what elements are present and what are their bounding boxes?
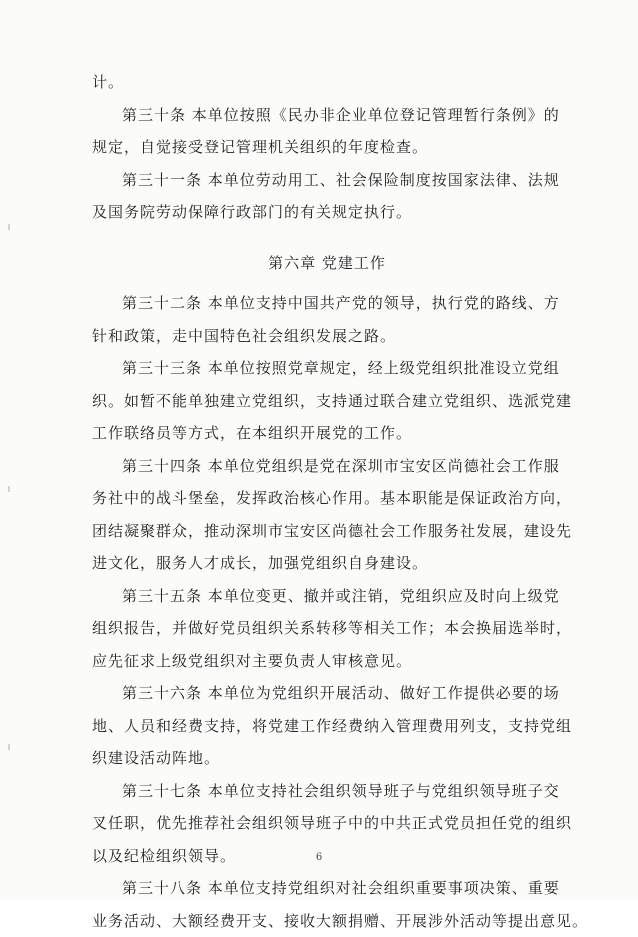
text-line: 工作联络员等方式，在本组织开展党的工作。 [92,417,562,450]
text-line: 团结凝聚群众，推动深圳市宝安区尚德社会工作服务社发展，建设先 [92,515,562,548]
text-line: 以及纪检组织领导。 [92,840,562,873]
text-line: 第三十八条 本单位支持党组织对社会组织重要事项决策、重要 [92,872,562,905]
article-paragraph [92,164,562,229]
scan-edge-mark [8,224,10,230]
article-paragraph [92,677,562,775]
text-line: 第三十条 本单位按照《民办非企业单位登记管理暂行条例》的 [92,99,562,132]
article-list-bottom [92,287,562,937]
text-line: 应先征求上级党组织对主要负责人审核意见。 [92,645,562,678]
text-line: 第三十三条 本单位按照党章规定，经上级党组织批准设立党组 [92,352,562,385]
scan-edge-mark [8,744,10,750]
text-line: 第三十四条 本单位党组织是党在深圳市宝安区尚德社会工作服 [92,450,562,483]
page-number: 6 [0,842,638,875]
article-paragraph [92,580,562,678]
text-line: 务社中的战斗堡垒，发挥政治核心作用。基本职能是保证政治方向， [92,482,562,515]
chapter-title: 第六章 党建工作 [92,247,562,280]
text-line: 第三十六条 本单位为党组织开展活动、做好工作提供必要的场 [92,677,562,710]
article-paragraph [92,66,562,99]
text-line: 第三十七条 本单位支持社会组织领导班子与党组织领导班子交 [92,775,562,808]
text-line: 叉任职，优先推荐社会组织领导班子中的中共正式党员担任党的组织 [92,807,562,840]
article-paragraph [92,450,562,580]
text-line: 第三十二条 本单位支持中国共产党的领导，执行党的路线、方 [92,287,562,320]
text-line: 组织报告，并做好党员组织关系转移等相关工作；本会换届选举时， [92,612,562,645]
text-line: 针和政策，走中国特色社会组织发展之路。 [92,320,562,353]
article-paragraph [92,287,562,352]
article-paragraph [92,352,562,450]
article-paragraph [92,872,562,937]
text-line: 业务活动、大额经费开支、接收大额捐赠、开展涉外活动等提出意见。 [92,905,562,937]
article-paragraph [92,99,562,164]
text-line: 计。 [92,66,562,99]
text-line: 地、人员和经费支持，将党建工作经费纳入管理费用列支，支持党组 [92,710,562,743]
text-line: 及国务院劳动保障行政部门的有关规定执行。 [92,196,562,229]
article-list-top [92,66,562,229]
text-line: 织建设活动阵地。 [92,742,562,775]
text-line: 织。如暂不能单独建立党组织，支持通过联合建立党组织、选派党建 [92,385,562,418]
scan-edge-mark [8,486,10,492]
text-line: 进文化，服务人才成长，加强党组织自身建设。 [92,547,562,580]
text-line: 第三十一条 本单位劳动用工、社会保险制度按国家法律、法规 [92,164,562,197]
text-line: 第三十五条 本单位变更、撤并或注销，党组织应及时向上级党 [92,580,562,613]
text-line: 规定，自觉接受登记管理机关组织的年度检查。 [92,131,562,164]
